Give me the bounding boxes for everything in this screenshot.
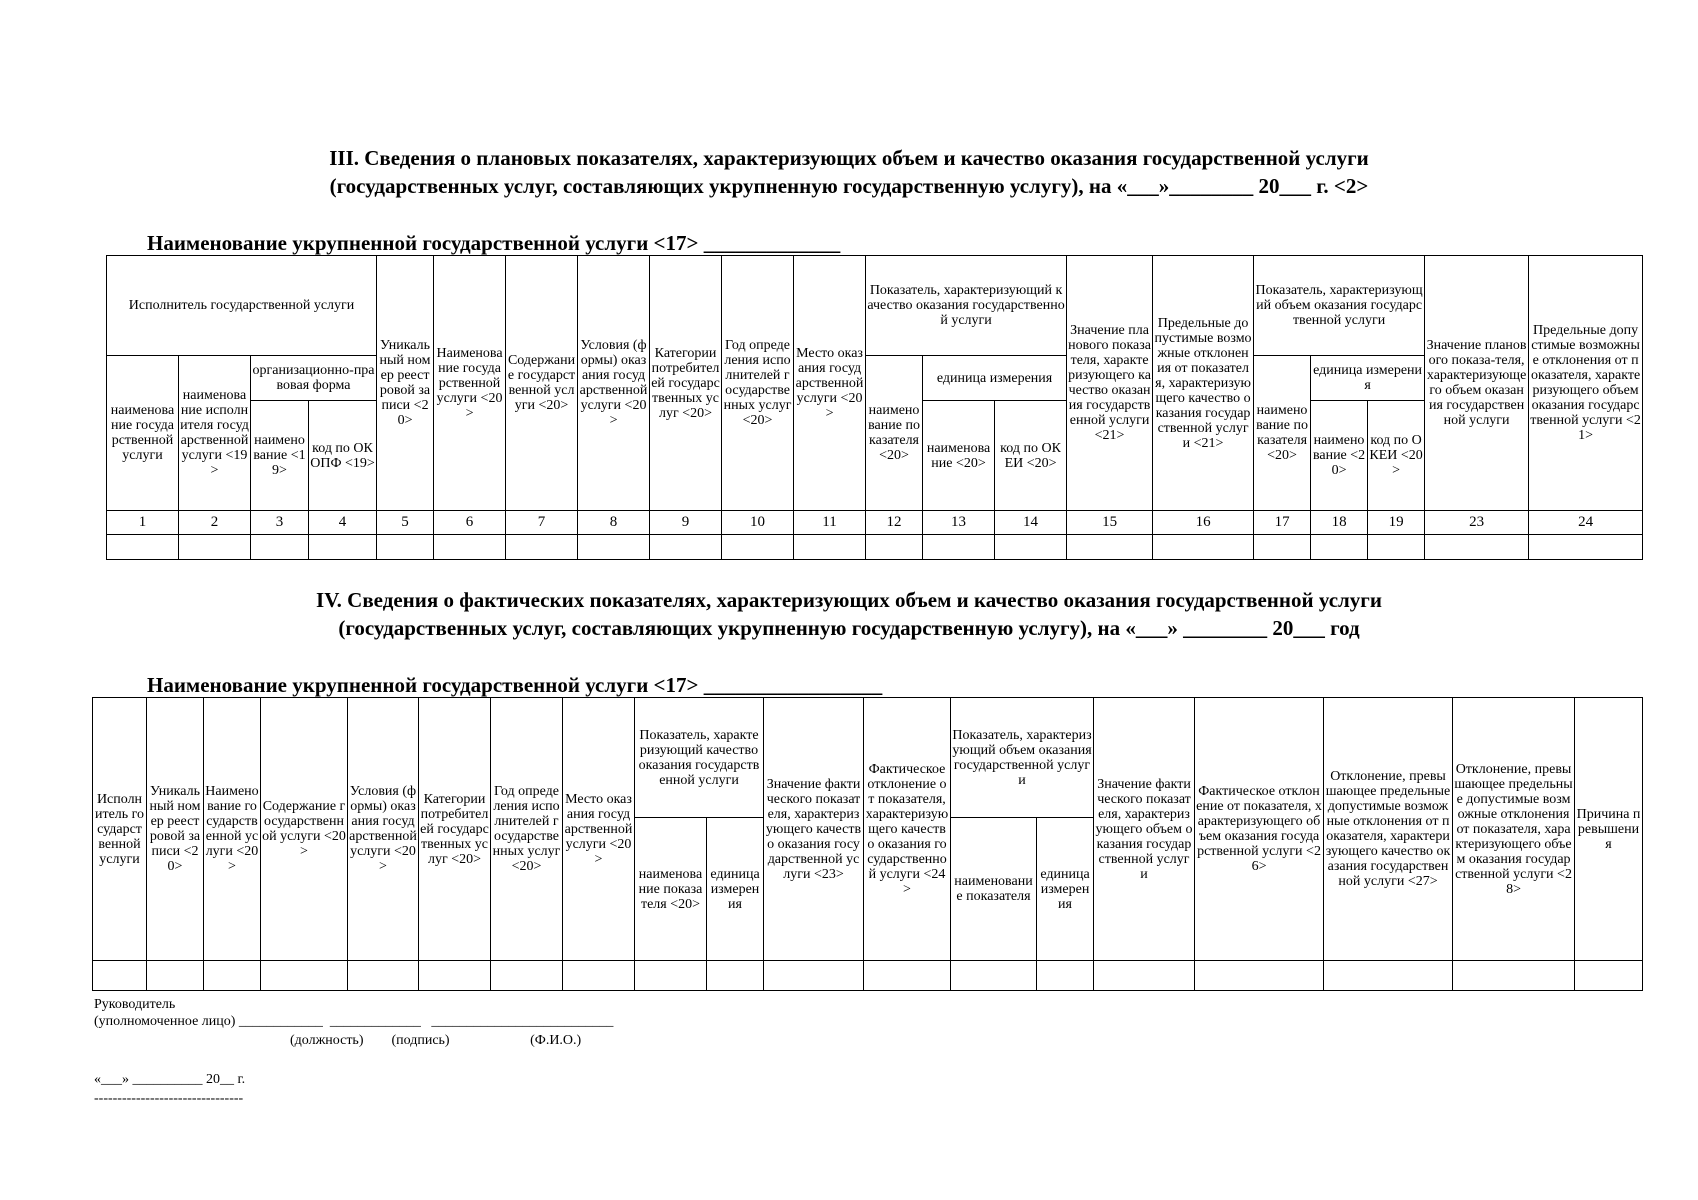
column-number: 17 [1254,511,1311,535]
header-volume-fact-deviation: Фактическое отклонение от показателя, характеризующего объем оказания государственной услуги <26> [1195,698,1324,961]
column-number: 19 [1368,511,1425,535]
header-registry-number: Уникальный номер реестровой записи <20> [147,698,204,961]
column-number: 3 [251,511,309,535]
column-number: 16 [1153,511,1254,535]
empty-cell[interactable] [995,535,1067,560]
empty-cell[interactable] [1324,961,1453,991]
empty-cell[interactable] [1453,961,1575,991]
empty-cell[interactable] [251,535,309,560]
empty-cell[interactable] [951,961,1037,991]
column-number: 11 [794,511,866,535]
column-number: 1 [107,511,179,535]
column-number: 2 [179,511,251,535]
header-volume-okei: код по ОКЕИ <20> [1368,401,1425,511]
empty-cell[interactable] [1425,535,1529,560]
header-org-form: организационно-правовая форма [251,356,377,401]
header-volume-deviation: Предельные допустимые возможные отклонения от показателя, характеризующего объем оказания государственной услуги <21> [1529,256,1643,511]
empty-cell[interactable] [722,535,794,560]
column-number: 6 [434,511,506,535]
header-quality-fact-deviation: Фактическое отклонение от показателя, характеризующего качество оказания государственной услуги <24> [864,698,951,961]
empty-cell[interactable] [764,961,864,991]
empty-cell[interactable] [179,535,251,560]
empty-cell[interactable] [377,535,434,560]
empty-cell[interactable] [204,961,261,991]
header-org-form-name: наименование <19> [251,401,309,511]
empty-cell[interactable] [578,535,650,560]
column-number: 15 [1067,511,1153,535]
empty-cell[interactable] [1254,535,1311,560]
empty-cell[interactable] [434,535,506,560]
header-service-content: Содержание государственной услуги <20> [261,698,348,961]
empty-cell[interactable] [707,961,764,991]
section4-title-line1: IV. Сведения о фактических показателях, характеризующих объем и качество оказания государственной услуги [316,588,1382,612]
header-volume-indicator-name: наименование показателя <20> [1254,356,1311,511]
footer-head-label: Руководитель [94,997,176,1012]
column-number: 14 [995,511,1067,535]
header-quality-indicator-name: наименование показателя <20> [866,356,923,511]
empty-cell[interactable] [309,535,377,560]
column-number: 5 [377,511,434,535]
empty-cell[interactable] [1195,961,1324,991]
header-executor-group: Исполнитель государственной услуги [107,256,377,356]
header-consumer-categories: Категории потребителей государственных услуг <20> [419,698,491,961]
column-number: 4 [309,511,377,535]
header-service-name: Наименование государственной услуги <20> [204,698,261,961]
header-quality-indicator-name: наименование показателя <20> [635,818,707,961]
header-executor-year: Год определения исполнителей государственных услуг <20> [722,256,794,511]
empty-cell[interactable] [923,535,995,560]
column-number: 10 [722,511,794,535]
header-quality-deviation: Предельные допустимые возможные отклонения от показателя, характеризующего качество оказания государственной услуги <21> [1153,256,1254,511]
empty-cell[interactable] [348,961,419,991]
column-number: 13 [923,511,995,535]
footer-separator: -------------------------------- [94,1091,244,1106]
actual-indicators-table [92,697,1643,991]
empty-cell[interactable] [261,961,348,991]
header-quality-plan: Значение планового показателя, характеризующего качество оказания государственной услуги <21> [1067,256,1153,511]
empty-cell[interactable] [1575,961,1643,991]
empty-cell[interactable] [491,961,563,991]
empty-cell[interactable] [93,961,147,991]
header-executor-year: Год определения исполнителей государственных услуг <20> [491,698,563,961]
section3-subtitle: Наименование укрупненной государственной услуги <17> _____________ [147,231,841,255]
header-quality-unit: единица измерения [707,818,764,961]
empty-cell[interactable] [650,535,722,560]
header-quality-group: Показатель, характеризующий качество оказания государственной услуги [635,698,764,818]
header-executor-name: наименование исполнителя государственной услуги <19> [179,356,251,511]
header-volume-exceed: Отклонение, превышающее предельные допустимые возможные отклонения от показателя, характеризующего объем оказания государственной услуги <28> [1453,698,1575,961]
footer-signature-line: (уполномоченное лицо) ____________ _____________ __________________________ [94,1014,614,1029]
column-number: 8 [578,511,650,535]
empty-cell[interactable] [419,961,491,991]
header-quality-unit: единица измерения [923,356,1067,401]
empty-cell[interactable] [506,535,578,560]
empty-cell[interactable] [864,961,951,991]
empty-cell[interactable] [866,535,923,560]
header-service-name: Наименование государственной услуги <20> [434,256,506,511]
empty-cell[interactable] [147,961,204,991]
header-okopf: код по ОКОПФ <19> [309,401,377,511]
header-conditions: Условия (формы) оказания государственной услуги <20> [578,256,650,511]
footer-date: «___» __________ 20__ г. [94,1072,246,1087]
empty-cell[interactable] [1067,535,1153,560]
section4-subtitle: Наименование укрупненной государственной услуги <17> _________________ [147,673,883,697]
section3-title-line2: (государственных услуг, составляющих укрупненную государственную услугу), на «___»________ 20___ г. <2> [329,174,1369,198]
empty-cell[interactable] [1153,535,1254,560]
empty-cell[interactable] [1368,535,1425,560]
header-volume-group: Показатель, характеризующий объем оказания государственной услуги [1254,256,1425,356]
header-volume-unit: единица измерения [1311,356,1425,401]
header-volume-fact: Значение фактического показателя, характеризующего объем оказания государственной услуги [1094,698,1195,961]
empty-cell[interactable] [1037,961,1094,991]
empty-cell[interactable] [107,535,179,560]
column-number: 12 [866,511,923,535]
header-quality-exceed: Отклонение, превышающее предельные допустимые возможные отклонения от показателя, характеризующего качество оказания государственной услуги <27> [1324,698,1453,961]
planned-indicators-table [106,255,1643,560]
column-number: 9 [650,511,722,535]
empty-cell[interactable] [794,535,866,560]
header-place: Место оказания государственной услуги <20> [563,698,635,961]
header-volume-unit-name: наименование <20> [1311,401,1368,511]
section3-title-line1: III. Сведения о плановых показателях, характеризующих объем и качество оказания государственной услуги [329,146,1369,170]
header-registry-number: Уникальный номер реестровой записи <20> [377,256,434,511]
column-number: 18 [1311,511,1368,535]
header-gov-service-name: наименование государственной услуги [107,356,179,511]
header-quality-unit-name: наименование <20> [923,401,995,511]
header-quality-okei: код по ОКЕИ <20> [995,401,1067,511]
header-executor: Исполнитель государственной услуги [93,698,147,961]
empty-cell[interactable] [635,961,707,991]
header-quality-group: Показатель, характеризующий качество оказания государственной услуги [866,256,1067,356]
header-volume-group: Показатель, характеризующий объем оказания государственной услуги [951,698,1094,818]
footer-signature-labels: (должность) (подпись) (Ф.И.О.) [290,1033,582,1048]
empty-cell[interactable] [563,961,635,991]
header-quality-fact: Значение фактического показателя, характеризующего качество оказания государственной услуги <23> [764,698,864,961]
empty-cell[interactable] [1529,535,1643,560]
column-number: 7 [506,511,578,535]
empty-cell[interactable] [1311,535,1368,560]
empty-cell[interactable] [1094,961,1195,991]
header-service-content: Содержание государственной услуги <20> [506,256,578,511]
column-number: 24 [1529,511,1643,535]
section4-title-line2: (государственных услуг, составляющих укрупненную государственную услугу), на «___» ________ 20___ год [338,616,1360,640]
header-volume-indicator-name: наименование показателя [951,818,1037,961]
header-volume-unit: единица измерения [1037,818,1094,961]
header-consumer-categories: Категории потребителей государственных услуг <20> [650,256,722,511]
column-number: 23 [1425,511,1529,535]
header-conditions: Условия (формы) оказания государственной услуги <20> [348,698,419,961]
header-place: Место оказания государственной услуги <20> [794,256,866,511]
header-volume-plan: Значение планового показа-теля, характеризующего объем оказания государственной услуги [1425,256,1529,511]
header-exceed-reason: Причина превышения [1575,698,1643,961]
